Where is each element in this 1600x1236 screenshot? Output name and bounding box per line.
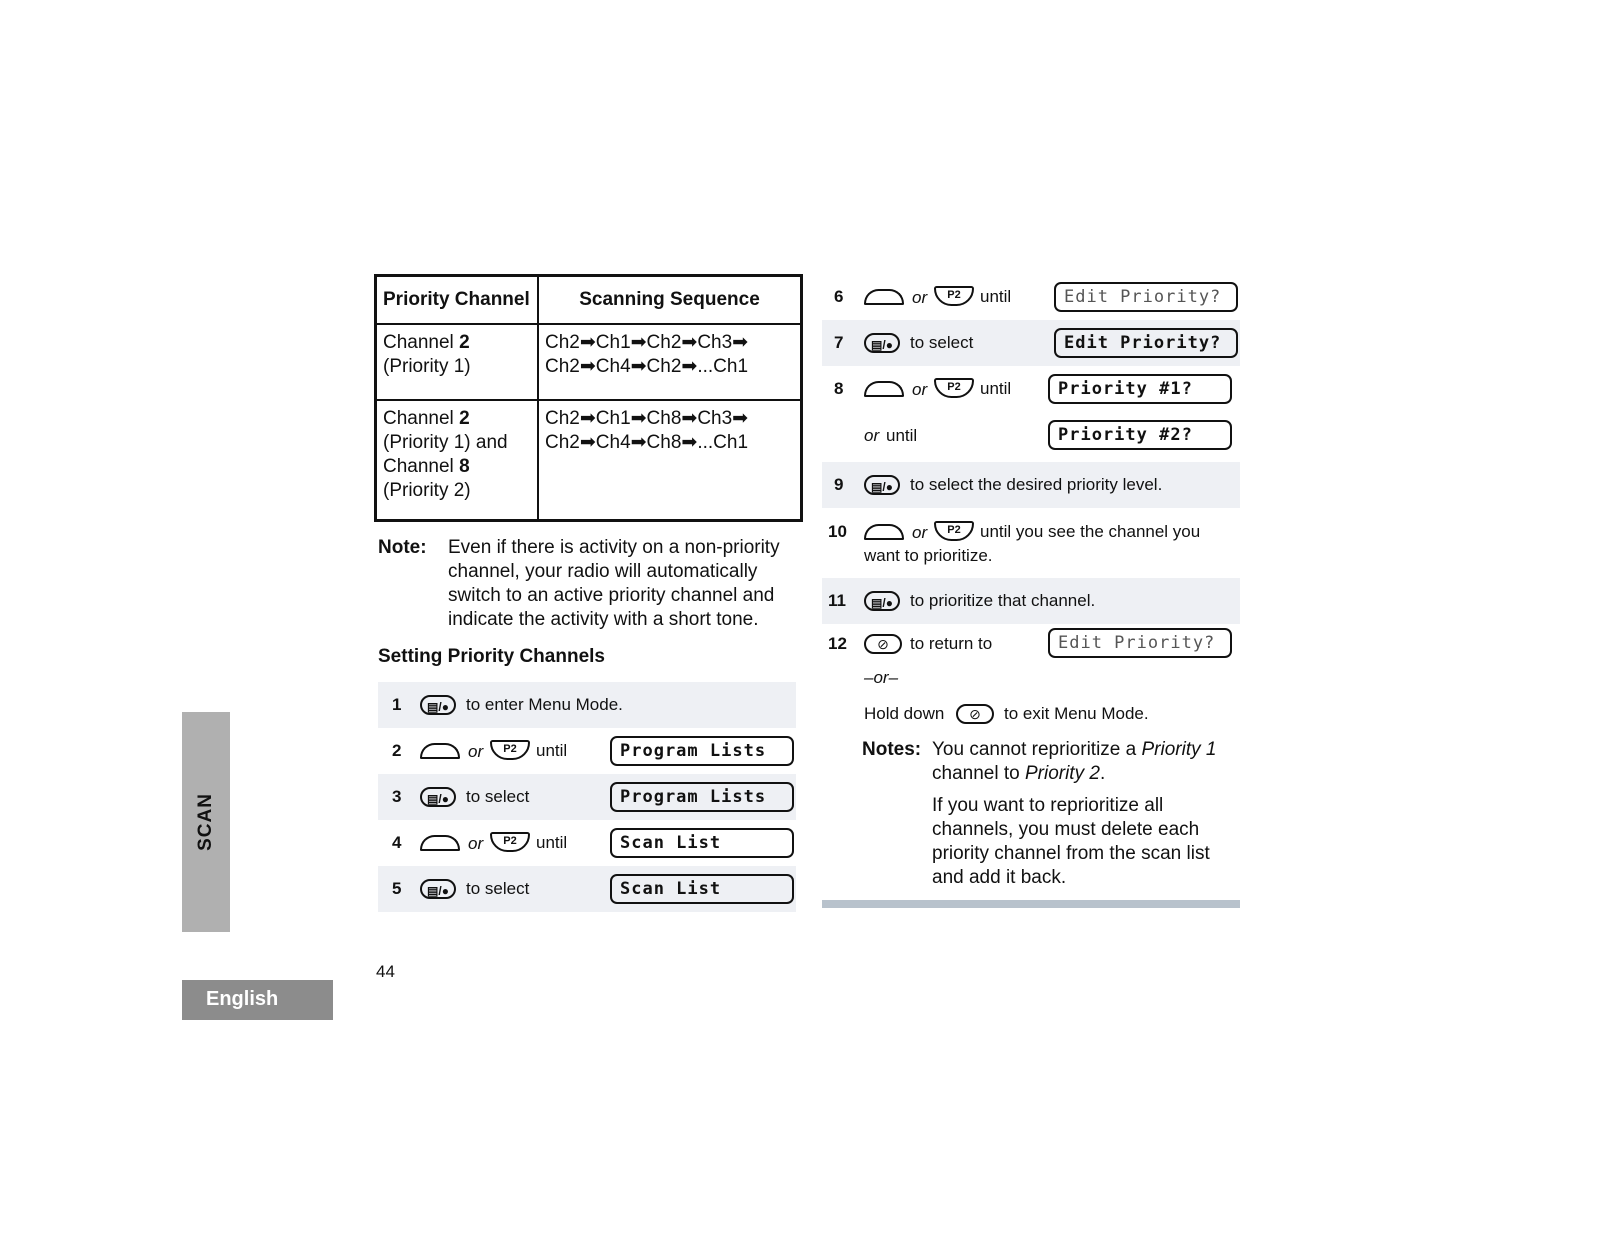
or-text: or bbox=[468, 834, 484, 853]
up-button-icon bbox=[864, 381, 904, 397]
step-text: to enter Menu Mode. bbox=[466, 695, 623, 714]
step-row-1 bbox=[378, 682, 796, 728]
p2-button-icon: P2 bbox=[490, 832, 530, 852]
step-text: until you see the channel you bbox=[980, 522, 1201, 541]
table-row bbox=[376, 400, 802, 521]
language-tab: English bbox=[182, 980, 333, 1020]
until-text: until bbox=[886, 426, 918, 445]
display-screen: Edit Priority? bbox=[1054, 328, 1238, 358]
sequence-line: Ch2➡Ch1➡Ch2➡Ch3➡ bbox=[545, 332, 749, 353]
table-header-priority-channel: Priority Channel bbox=[376, 276, 539, 325]
table-cell-sequence bbox=[538, 324, 802, 400]
notes-emphasis: Priority 1 bbox=[1141, 739, 1217, 760]
menu-button-icon: ▤/● bbox=[864, 591, 900, 611]
sequence-line: Ch2➡Ch4➡Ch2➡...Ch1 bbox=[545, 356, 749, 377]
notes-text: You cannot reprioritize a bbox=[932, 739, 1142, 760]
section-divider bbox=[822, 900, 1240, 908]
step-row-3 bbox=[378, 774, 796, 820]
channel-number: 2 bbox=[459, 408, 470, 429]
table-header-scanning-sequence: Scanning Sequence bbox=[538, 276, 802, 325]
note-label: Note: bbox=[378, 537, 427, 558]
or-text: or bbox=[864, 426, 880, 445]
menu-button-icon: ▤/● bbox=[864, 475, 900, 495]
menu-button-icon: ▤/● bbox=[864, 333, 900, 353]
step-number: 11 bbox=[828, 591, 846, 610]
display-screen: Edit Priority? bbox=[1048, 628, 1232, 658]
channel-text: Channel bbox=[383, 456, 460, 477]
step-row-12 bbox=[822, 624, 1240, 724]
step-number: 2 bbox=[392, 741, 402, 760]
step-number: 1 bbox=[392, 695, 402, 714]
priority-text: (Priority 1) and bbox=[383, 432, 508, 453]
step-row-4 bbox=[378, 820, 796, 866]
channel-number: 8 bbox=[459, 456, 470, 477]
notes-label: Notes: bbox=[862, 739, 922, 760]
sequence-line: Ch2➡Ch4➡Ch8➡...Ch1 bbox=[545, 432, 749, 453]
step-text: want to prioritize. bbox=[864, 546, 993, 565]
step-row-9 bbox=[822, 462, 1240, 508]
p2-button-icon: P2 bbox=[934, 521, 974, 541]
step-row-10 bbox=[822, 512, 1240, 572]
up-button-icon bbox=[420, 835, 460, 851]
step-text: to select bbox=[466, 879, 530, 898]
notes-text: channel to bbox=[932, 763, 1025, 784]
until-text: until bbox=[980, 287, 1012, 306]
until-text: until bbox=[536, 741, 568, 760]
step-row-2 bbox=[378, 728, 796, 774]
step-number: 7 bbox=[834, 333, 844, 352]
or-text: or bbox=[912, 523, 928, 542]
notes-paragraph-2: If you want to reprioritize all channels, you must delete each priority channel from the scan list and add it back. bbox=[932, 795, 1210, 888]
p2-button-icon: P2 bbox=[934, 286, 974, 306]
until-text: until bbox=[980, 379, 1012, 398]
step-number: 6 bbox=[834, 287, 844, 306]
section-title: Setting Priority Channels bbox=[378, 646, 605, 667]
priority-text: (Priority 2) bbox=[383, 480, 471, 501]
sequence-line: Ch2➡Ch1➡Ch8➡Ch3➡ bbox=[545, 408, 749, 429]
table-row bbox=[376, 324, 802, 400]
step-row-7 bbox=[822, 320, 1240, 366]
step-text: to prioritize that channel. bbox=[910, 591, 1096, 610]
or-text: or bbox=[912, 288, 928, 307]
home-button-icon: ⊘ bbox=[864, 634, 902, 654]
notes-paragraph-1 bbox=[932, 738, 1242, 786]
priority-text: (Priority 1) bbox=[383, 356, 471, 377]
home-button-icon: ⊘ bbox=[956, 704, 994, 724]
step-row-5 bbox=[378, 866, 796, 912]
side-tab-label: SCAN bbox=[195, 793, 216, 851]
note-text: Even if there is activity on a non-priority channel, your radio will automatically switch to an active priority channel and indicate the activity with a short tone. bbox=[448, 537, 780, 630]
hold-down-text: Hold down bbox=[864, 704, 945, 723]
p2-button-icon: P2 bbox=[490, 740, 530, 760]
channel-text: Channel bbox=[383, 408, 460, 429]
page-number: 44 bbox=[376, 962, 395, 981]
table-cell-channel bbox=[376, 324, 539, 400]
step-row-8 bbox=[822, 366, 1240, 458]
menu-button-icon: ▤/● bbox=[420, 695, 456, 715]
up-button-icon bbox=[420, 743, 460, 759]
or-text: or bbox=[468, 742, 484, 761]
step-number: 8 bbox=[834, 379, 844, 398]
exit-menu-text: to exit Menu Mode. bbox=[1004, 704, 1149, 723]
or-divider: –or– bbox=[864, 668, 899, 687]
step-row-11 bbox=[822, 578, 1240, 624]
notes-emphasis: Priority 2 bbox=[1024, 763, 1100, 784]
step-text: to return to bbox=[910, 634, 993, 653]
step-row-6 bbox=[822, 274, 1240, 320]
step-number: 10 bbox=[828, 522, 847, 541]
up-button-icon bbox=[864, 524, 904, 540]
display-screen: Priority #2? bbox=[1048, 420, 1232, 450]
until-text: until bbox=[536, 833, 568, 852]
step-number: 3 bbox=[392, 787, 402, 806]
step-number: 4 bbox=[392, 833, 402, 852]
step-number: 12 bbox=[828, 634, 847, 653]
section-side-tab bbox=[182, 712, 230, 932]
menu-button-icon: ▤/● bbox=[420, 787, 456, 807]
step-number: 5 bbox=[392, 879, 402, 898]
channel-text: Channel bbox=[383, 332, 460, 353]
table-cell-channel bbox=[376, 400, 539, 521]
display-screen: Program Lists bbox=[610, 736, 794, 766]
display-screen: Scan List bbox=[610, 874, 794, 904]
priority-table bbox=[374, 274, 803, 522]
step-text: to select bbox=[466, 787, 530, 806]
step-number: 9 bbox=[834, 475, 844, 494]
notes-text: . bbox=[1099, 763, 1106, 784]
display-screen: Edit Priority? bbox=[1054, 282, 1238, 312]
table-cell-sequence bbox=[538, 400, 802, 521]
display-screen: Priority #1? bbox=[1048, 374, 1232, 404]
step-text: to select the desired priority level. bbox=[910, 475, 1163, 494]
or-text: or bbox=[912, 380, 928, 399]
display-screen: Scan List bbox=[610, 828, 794, 858]
p2-button-icon: P2 bbox=[934, 378, 974, 398]
display-screen: Program Lists bbox=[610, 782, 794, 812]
up-button-icon bbox=[864, 289, 904, 305]
menu-button-icon: ▤/● bbox=[420, 879, 456, 899]
step-text: to select bbox=[910, 333, 974, 352]
channel-number: 2 bbox=[459, 332, 470, 353]
